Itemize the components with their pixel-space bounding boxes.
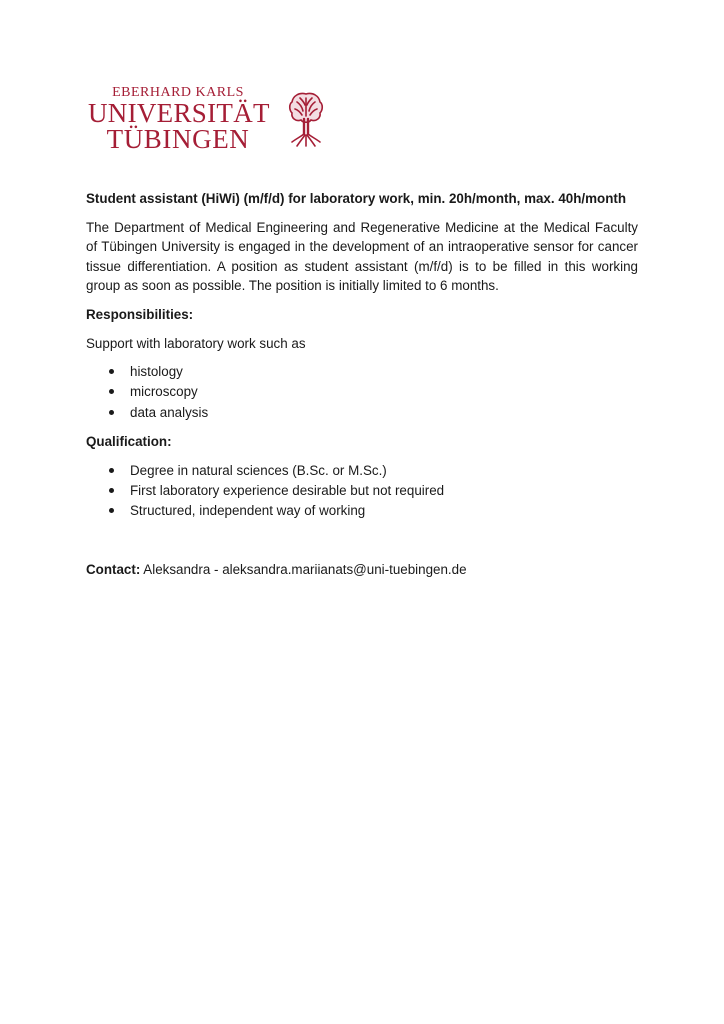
job-intro-paragraph: The Department of Medical Engineering and Regenerative Medicine at the Medical Faculty of Tübingen University is engaged in the development of an intraoperative sensor for cancer tissue differentiation. A position as student assistant (m/f/d) is to be filled in this working group as soon as possible. The position is initially limited to 6 months. bbox=[86, 219, 638, 294]
logo-line-tuebingen: TÜBINGEN bbox=[106, 124, 250, 154]
list-item bbox=[86, 362, 638, 382]
bullet-icon bbox=[109, 410, 114, 415]
responsibilities-list bbox=[86, 362, 638, 423]
list-item-text: Structured, independent way of working bbox=[130, 503, 366, 519]
contact-label: Contact: bbox=[86, 561, 141, 577]
list-item bbox=[86, 501, 638, 521]
list-item-text: data analysis bbox=[130, 404, 209, 420]
bullet-icon bbox=[109, 508, 114, 513]
list-item bbox=[86, 382, 638, 402]
bullet-icon bbox=[109, 488, 114, 493]
university-logo bbox=[88, 86, 338, 152]
list-item bbox=[86, 403, 638, 423]
university-tree-emblem-icon bbox=[287, 90, 325, 148]
logo-line-eberhard-karls: EBERHARD KARLS bbox=[112, 85, 244, 100]
list-item bbox=[86, 461, 638, 481]
list-item bbox=[86, 481, 638, 501]
job-posting bbox=[86, 189, 638, 588]
list-item-text: Degree in natural sciences (B.Sc. or M.Sc.) bbox=[130, 462, 387, 478]
university-logo-text bbox=[88, 86, 268, 152]
contact-line bbox=[86, 560, 638, 580]
spacer bbox=[86, 531, 638, 560]
bullet-icon bbox=[109, 369, 114, 374]
list-item-text: histology bbox=[130, 364, 183, 380]
logo-line-universitaet: UNIVERSITÄT bbox=[88, 98, 270, 128]
responsibilities-lead: Support with laboratory work such as bbox=[86, 335, 306, 351]
list-item-text: First laboratory experience desirable but not required bbox=[130, 482, 445, 498]
responsibilities-heading: Responsibilities: bbox=[86, 306, 194, 322]
bullet-icon bbox=[109, 468, 114, 473]
qualification-heading: Qualification: bbox=[86, 434, 172, 450]
contact-details: Aleksandra - aleksandra.mariianats@uni-tuebingen.de bbox=[143, 561, 467, 577]
list-item-text: microscopy bbox=[130, 384, 198, 400]
bullet-icon bbox=[109, 389, 114, 394]
job-title: Student assistant (HiWi) (m/f/d) for laboratory work, min. 20h/month, max. 40h/month bbox=[86, 191, 627, 206]
qualification-list bbox=[86, 461, 638, 522]
